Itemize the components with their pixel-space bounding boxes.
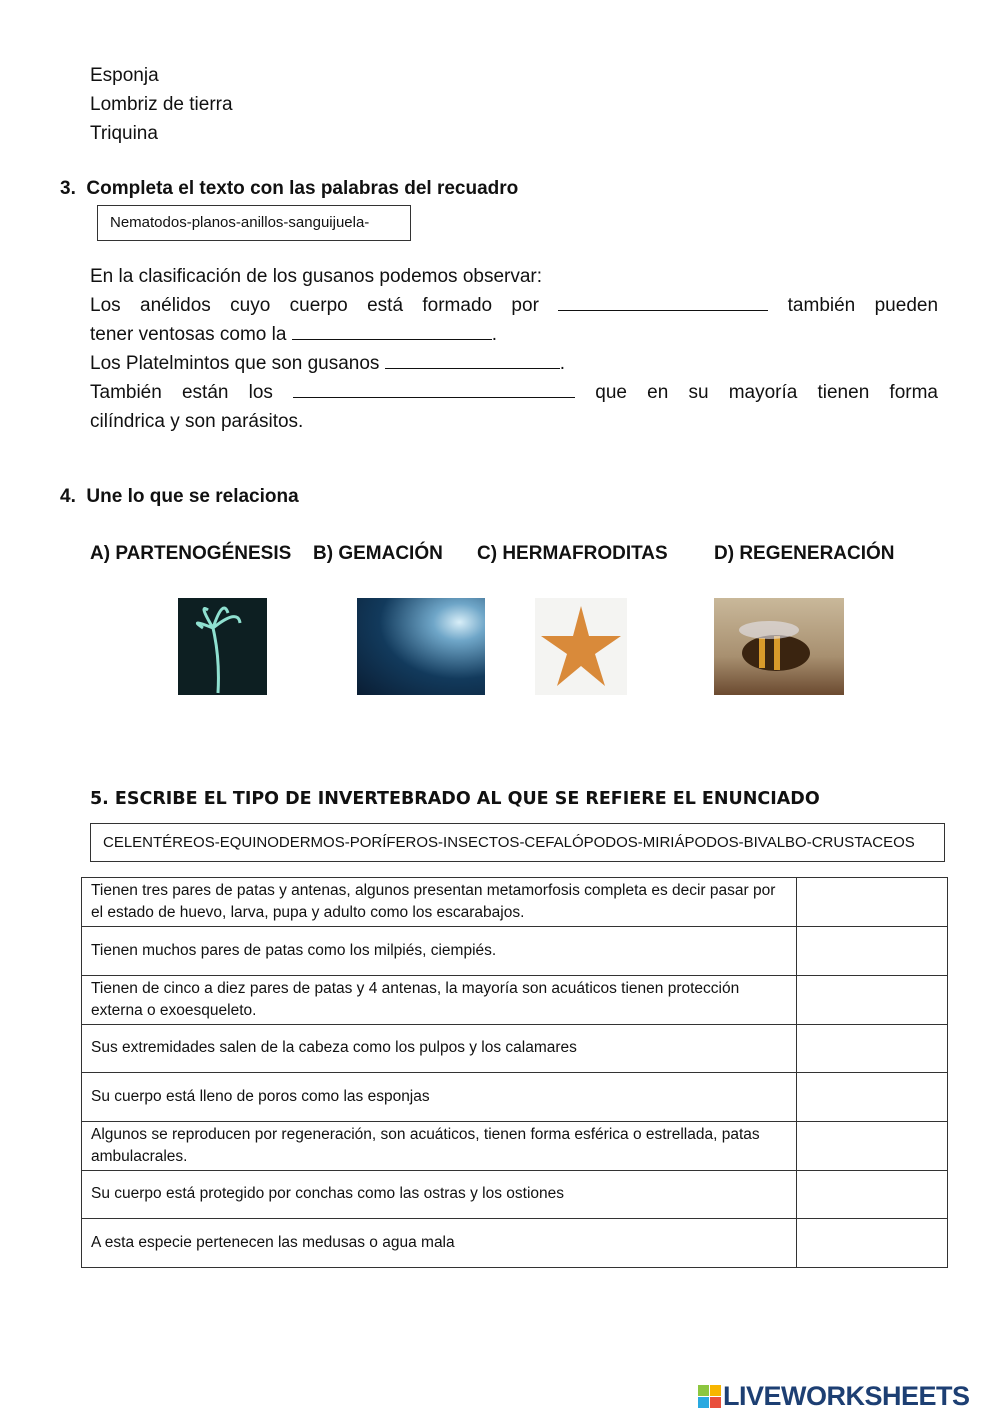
- q3-line-3: Los Platelmintos que son gusanos .: [90, 349, 938, 378]
- answer-input[interactable]: [797, 975, 948, 1024]
- bee-image[interactable]: [714, 598, 844, 695]
- blank-input-1[interactable]: [558, 292, 768, 311]
- table-row: [82, 1219, 948, 1268]
- list-item: Triquina: [90, 123, 158, 144]
- jellyfish-image[interactable]: [357, 598, 485, 695]
- liveworksheets-logo: [698, 1381, 970, 1412]
- answer-input[interactable]: [797, 878, 948, 927]
- statement-cell: Sus extremidades salen de la cabeza como los pulpos y los calamares: [82, 1024, 797, 1073]
- statement-cell: Su cuerpo está lleno de poros como las esponjas: [82, 1073, 797, 1122]
- q4-option-c: C) HERMAFRODITAS: [477, 543, 668, 564]
- table-row: [82, 1024, 948, 1073]
- q5-table: [81, 877, 948, 1268]
- q4-option-d: D) REGENERACIÓN: [714, 543, 895, 564]
- q3-heading: 3. Completa el texto con las palabras del recuadro: [60, 178, 519, 199]
- answer-input[interactable]: [797, 1073, 948, 1122]
- table-row: [82, 927, 948, 976]
- table-row: [82, 878, 948, 927]
- logo-text: LIVEWORKSHEETS: [723, 1381, 970, 1411]
- blank-input-2[interactable]: [292, 321, 492, 340]
- answer-input[interactable]: [797, 927, 948, 976]
- statement-cell: Tienen de cinco a diez pares de patas y 4 antenas, la mayoría son acuáticos tienen protección externa o exoesqueleto.: [82, 975, 797, 1024]
- statement-cell: Su cuerpo está protegido por conchas como las ostras y los ostiones: [82, 1170, 797, 1219]
- hydra-image[interactable]: [178, 598, 267, 695]
- statement-cell: A esta especie pertenecen las medusas o agua mala: [82, 1219, 797, 1268]
- statement-cell: Tienen muchos pares de patas como los milpiés, ciempiés.: [82, 927, 797, 976]
- table-row: [82, 975, 948, 1024]
- answer-input[interactable]: [797, 1121, 948, 1170]
- top-list: [90, 61, 233, 148]
- q5-word-box: CELENTÉREOS-EQUINODERMOS-PORÍFEROS-INSECTOS-CEFALÓPODOS-MIRIÁPODOS-BIVALBO-CRUSTACEOS: [90, 823, 945, 862]
- q3-line-4: También están los que en su mayoría tienen forma: [90, 378, 938, 407]
- blank-input-4[interactable]: [293, 379, 575, 398]
- table-row: [82, 1170, 948, 1219]
- q3-line-2: tener ventosas como la .: [90, 320, 938, 349]
- q5-heading: 5. ESCRIBE EL TIPO DE INVERTEBRADO AL QUE SE REFIERE EL ENUNCIADO: [90, 789, 820, 809]
- q3-word-box: Nematodos-planos-anillos-sanguijuela-: [97, 205, 411, 241]
- q4-option-a: A) PARTENOGÉNESIS: [90, 543, 292, 564]
- q3-line-1: Los anélidos cuyo cuerpo está formado por también pueden: [90, 291, 938, 320]
- statement-cell: Tienen tres pares de patas y antenas, algunos presentan metamorfosis completa es decir pasar por el estado de huevo, larva, pupa y adulto como los escarabajos.: [82, 878, 797, 927]
- answer-input[interactable]: [797, 1024, 948, 1073]
- logo-tiles-icon: [698, 1385, 721, 1408]
- statement-cell: Algunos se reproducen por regeneración, son acuáticos, tienen forma esférica o estrellada, patas ambulacrales.: [82, 1121, 797, 1170]
- table-row: [82, 1121, 948, 1170]
- list-item: Lombriz de tierra: [90, 94, 233, 115]
- q4-heading: 4. Une lo que se relaciona: [60, 486, 299, 507]
- starfish-image[interactable]: [535, 598, 627, 695]
- blank-input-3[interactable]: [385, 350, 560, 369]
- q3-text: [90, 262, 938, 436]
- answer-input[interactable]: [797, 1219, 948, 1268]
- q3-intro: En la clasificación de los gusanos podemos observar:: [90, 266, 543, 287]
- list-item: Esponja: [90, 65, 159, 86]
- q4-option-b: B) GEMACIÓN: [313, 543, 443, 564]
- table-row: [82, 1073, 948, 1122]
- answer-input[interactable]: [797, 1170, 948, 1219]
- q3-line-5: cilíndrica y son parásitos.: [90, 411, 304, 432]
